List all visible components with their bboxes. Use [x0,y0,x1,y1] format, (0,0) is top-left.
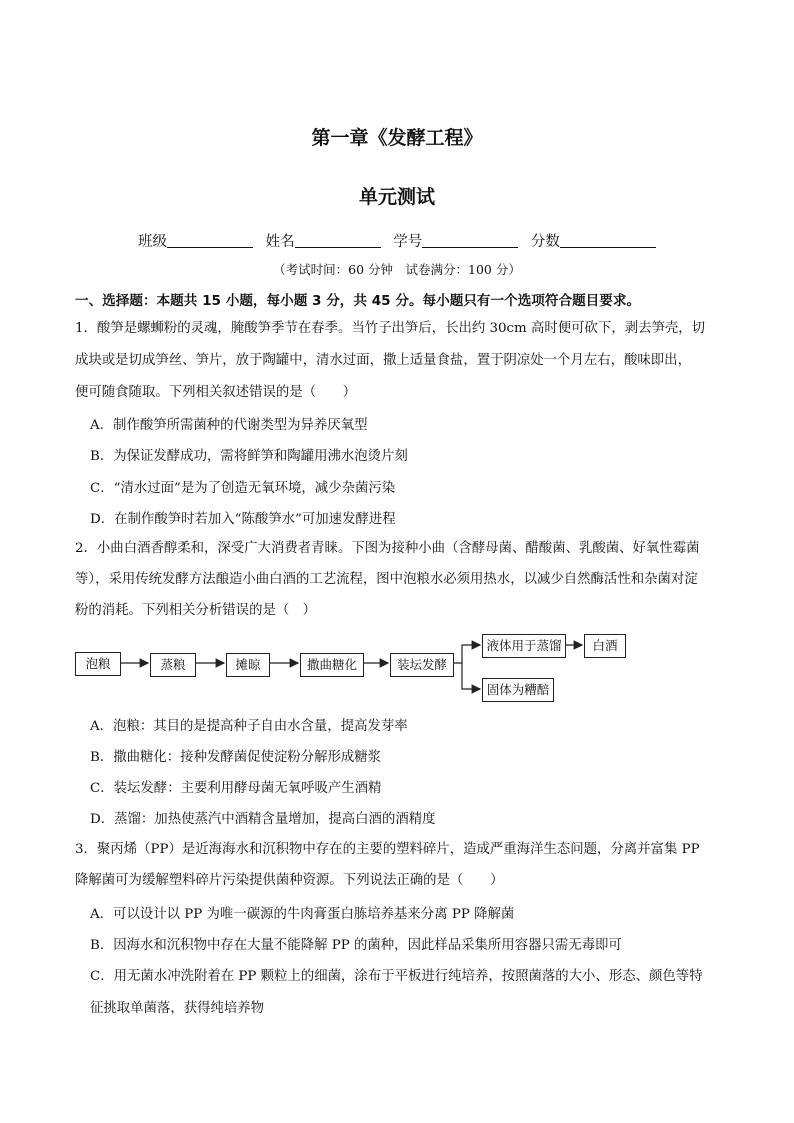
flow-step-saccharify: 撒曲糖化 [300,653,364,677]
q1-line-2: 成块或是切成笋丝、笋片，放于陶罐中，清水过面，撒上适量食盐，置于阴凉处一个月左右，酸味即出， [75,353,691,368]
q2-option-c[interactable]: C．装坛发酵：主要利用酵母菌无氧呼吸产生酒精 [90,781,382,796]
flow-step-steam: 蒸粮 [150,653,196,677]
arrow-5b [462,663,480,689]
q2-line-2: 等），采用传统发酵方法酿造小曲白酒的工艺流程，图中泡粮水必须用热水，以减少自然酶活性和杂菌对淀 [75,572,698,587]
q1-option-b[interactable]: B．为保证发酵成功，需将鲜笋和陶罐用沸水泡烫片刻 [90,449,408,464]
q1-option-c[interactable]: C．“清水过面”是为了创造无氧环境，减少杂菌污染 [90,481,396,496]
q3-option-c-cont: 征挑取单菌落，获得纯培养物 [90,1001,265,1016]
class-label: 班级 [138,234,167,250]
id-label: 学号 [393,234,423,250]
flow-step-liquor: 白酒 [584,634,626,658]
page-subtitle: 单元测试 [358,186,435,208]
arrow-5a [452,645,480,663]
q3-line-1: 3．聚丙烯（PP）是近海海水和沉积物中存在的主要的塑料碎片，造成严重海洋生态问题，分离并富集 PP [75,842,700,857]
flow-step-soak: 泡粮 [75,652,121,676]
flow-step-cool: 摊晾 [226,653,270,677]
q2-option-d[interactable]: D．蒸馏：加热使蒸汽中酒精含量增加，提高白酒的酒精度 [90,812,436,827]
q2-line-1: 2．小曲白酒香醇柔和，深受广大消费者青睐。下图为接种小曲（含酵母菌、醋酸菌、乳酸菌、好氧性霉菌 [75,541,700,556]
q2-line-3: 粉的消耗。下列相关分析错误的是（ ） [75,603,317,618]
q2-option-a[interactable]: A．泡粮：其目的是提高种子自由水含量，提高发芽率 [90,719,408,734]
q1-line-1: 1．酸笋是螺蛳粉的灵魂，腌酸笋季节在春季。当竹子出笋后，长出约 30cm 高时便可砍下，剥去笋壳，切 [75,321,706,336]
q3-option-c[interactable]: C．用无菌水冲洗附着在 PP 颗粒上的细菌，涂布于平板进行纯培养，按照菌落的大小、形态、颜色等特 [90,969,703,984]
exam-note: （考试时间：60 分钟 试卷满分：100 分） [273,262,521,277]
q2-option-b[interactable]: B．撒曲糖化：接种发酵菌促使淀粉分解形成糖浆 [90,750,382,765]
flow-step-solid-residue: 固体为糟醅 [482,678,554,702]
page-title: 第一章《发酵工程》 [311,127,483,149]
flow-step-ferment: 装坛发酵 [390,653,454,677]
q1-line-3: 便可随食随取。下列相关叙述错误的是（ ） [75,385,357,400]
section-heading: 一、选择题：本题共 15 小题，每小题 3 分，共 45 分。每小题只有一个选项符合题目要求。 [75,293,641,309]
q1-option-a[interactable]: A．制作酸笋所需菌种的代谢类型为异养厌氧型 [90,418,368,433]
q1-option-d[interactable]: D．在制作酸笋时若加入“陈酸笋水”可加速发酵进程 [90,512,396,527]
score-label: 分数 [530,234,560,250]
q3-line-2: 降解菌可为缓解塑料碎片污染提供菌种资源。下列说法正确的是（ ） [75,873,504,888]
q3-option-b[interactable]: B．因海水和沉积物中存在大量不能降解 PP 的菌种，因此样品采集所用容器只需无毒即可 [90,938,622,953]
name-label: 姓名 [265,234,295,250]
q3-option-a[interactable]: A．可以设计以 PP 为唯一碳源的牛肉膏蛋白胨培养基来分离 PP 降解菌 [90,907,515,922]
flow-step-liquid-distill: 液体用于蒸馏 [482,634,566,658]
